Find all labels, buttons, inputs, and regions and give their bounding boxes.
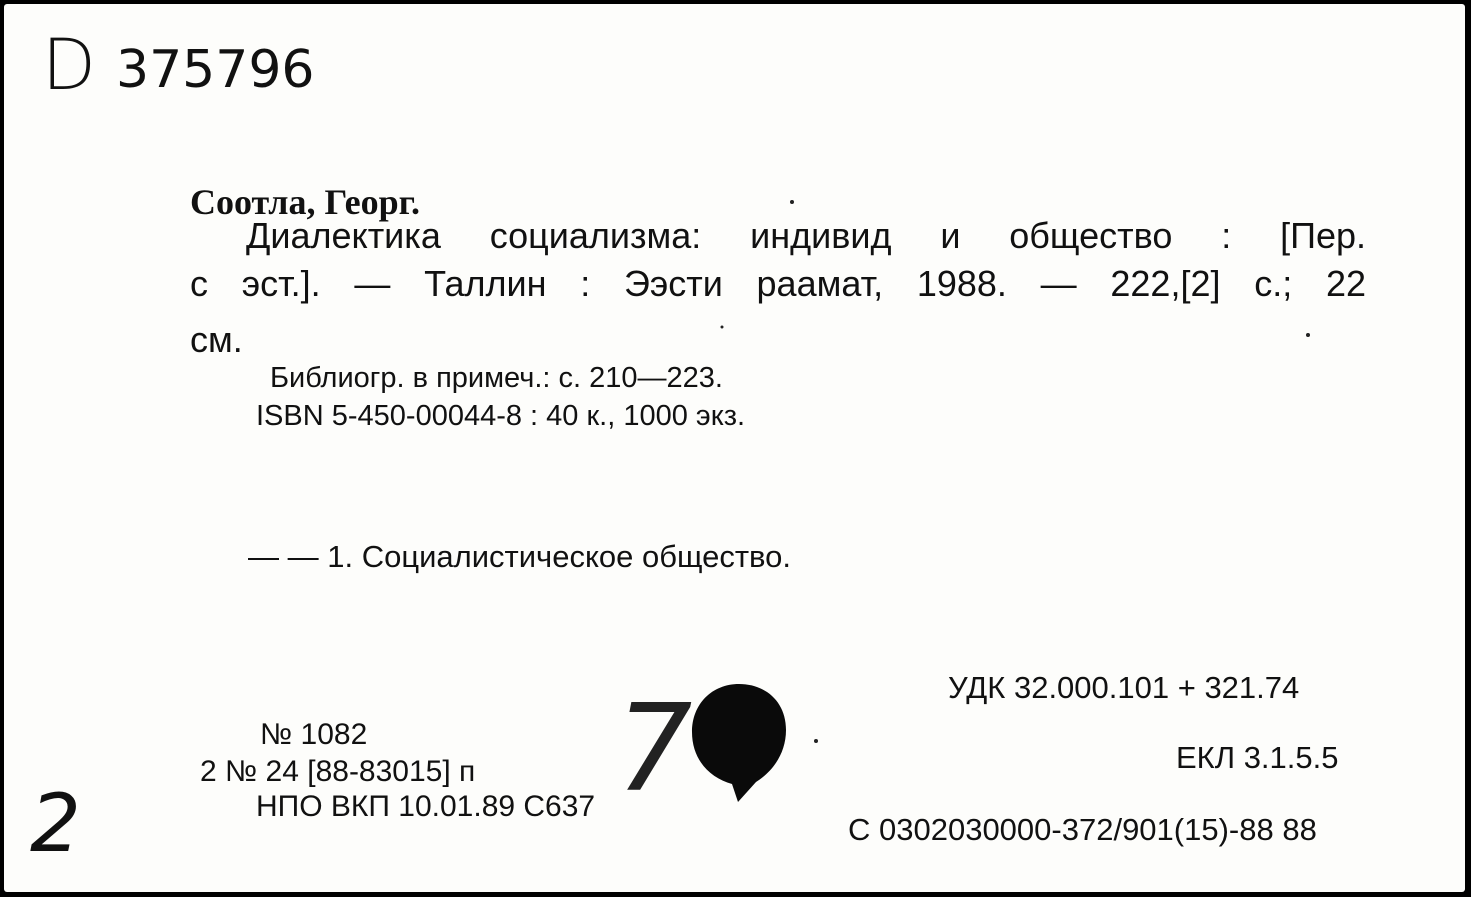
bibliography-note: Библиогр. в примеч.: с. 210—223. <box>270 362 723 394</box>
catalog-card <box>4 4 1465 892</box>
handwritten-mark: 7 <box>616 680 693 819</box>
isbn-price: ISBN 5-450-00044-8 : 40 к., 1000 экз. <box>256 400 746 432</box>
title-line-2: с эст.]. — Таллин : Ээсти раамат, 1988. — 222,[2] с.; 22 <box>190 263 1366 304</box>
order-line: 2 № 24 [88-83015] п <box>200 755 476 788</box>
paper-specks <box>4 4 1465 892</box>
call-number-prefix: D <box>42 24 96 106</box>
call-number: 375796 <box>116 40 315 100</box>
order-number: № 1082 <box>260 718 368 751</box>
subject-heading: — — 1. Социалистическое общество. <box>248 539 792 574</box>
title-line-1: Диалектика социализма: индивид и общество : [Пер. <box>246 215 1366 256</box>
title-line-3: см. <box>190 319 243 360</box>
author-heading: Соотла, Георг. <box>190 182 420 222</box>
handwritten-margin-number: 2 <box>30 777 81 870</box>
npo-line: НПО ВКП 10.01.89 С637 <box>256 790 596 823</box>
ekl-code: ЕКЛ 3.1.5.5 <box>1176 740 1339 775</box>
udc-code: УДК 32.000.101 + 321.74 <box>948 670 1300 705</box>
catalog-code: С 0302030000-372/901(15)-88 88 <box>848 812 1317 847</box>
